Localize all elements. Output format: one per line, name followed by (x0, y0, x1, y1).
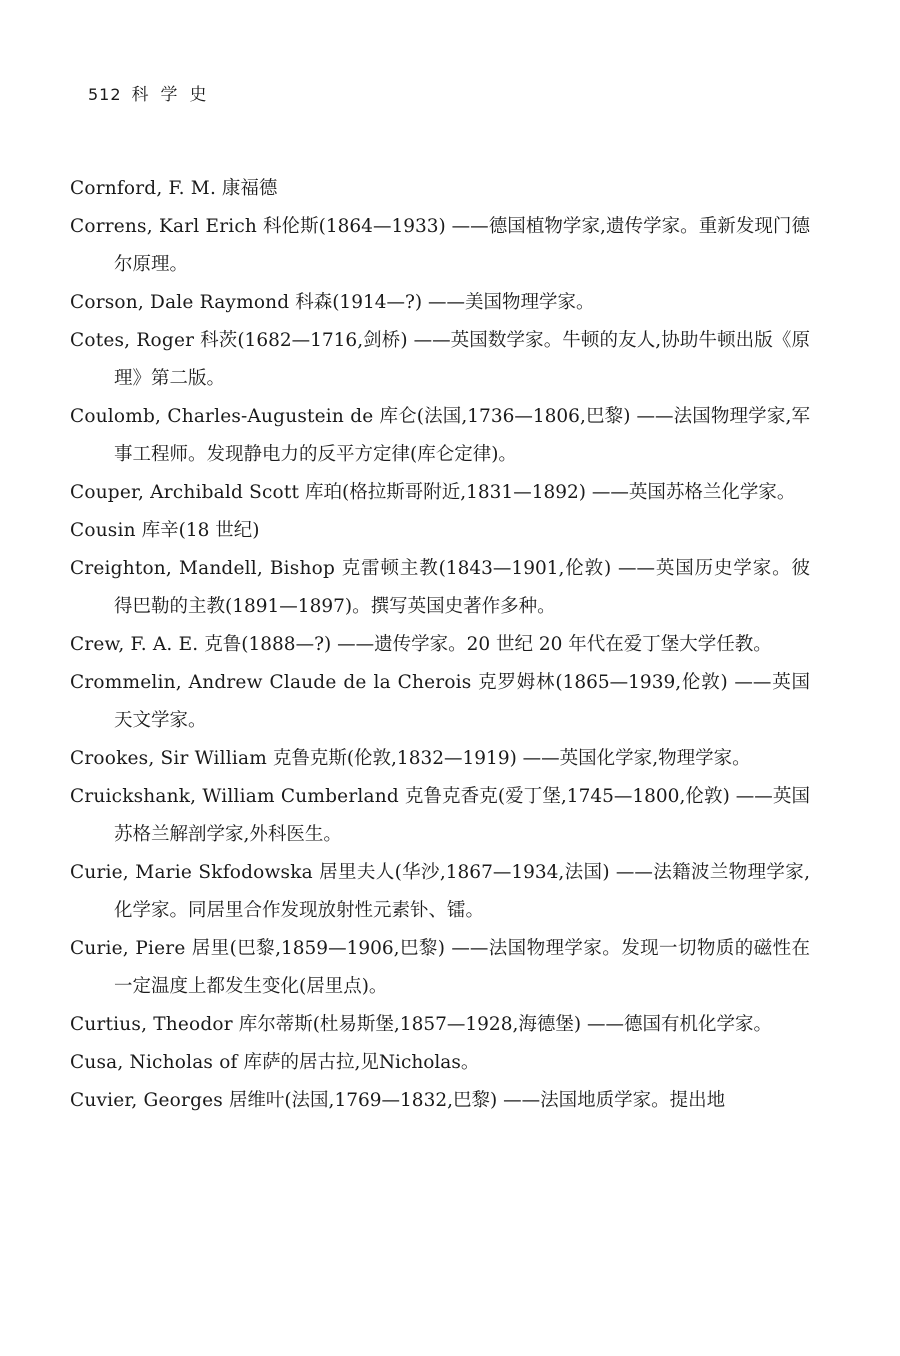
entry-name: Creighton, Mandell, Bishop (70, 558, 335, 579)
glossary-entry (70, 398, 810, 474)
glossary-entry (70, 474, 810, 512)
glossary-entry (70, 322, 810, 398)
entry-text: 居维叶(法国,1769—1832,巴黎) ——法国地质学家。提出地 (228, 1090, 726, 1111)
entry-text: 克雷顿主教(1843—1901,伦敦) ——英国历史学家。彼得巴勒的主教(1891—1897)。撰写英国史著作多种。 (114, 558, 810, 617)
entry-text: 库萨的居古拉,见Nicholas。 (243, 1052, 480, 1073)
glossary-entry (70, 930, 810, 1006)
entry-name: Curie, Marie Skfodowska (70, 862, 313, 883)
entry-name: Coulomb, Charles-Augustein de (70, 406, 374, 427)
entry-name: Cuvier, Georges (70, 1090, 223, 1111)
entry-name: Cousin (70, 520, 136, 541)
page-number: 512 (88, 85, 122, 104)
entry-text: 克鲁克香克(爱丁堡,1745—1800,伦敦) ——英国苏格兰解剖学家,外科医生。 (114, 786, 810, 845)
entry-text: 科伦斯(1864—1933) ——德国植物学家,遗传学家。重新发现门德尔原理。 (114, 216, 810, 275)
entry-name: Curie, Piere (70, 938, 186, 959)
entry-text: 克鲁克斯(伦敦,1832—1919) ——英国化学家,物理学家。 (272, 748, 751, 769)
glossary-entry (70, 1044, 810, 1082)
entry-text: 库辛(18 世纪) (141, 520, 260, 541)
entry-text: 科茨(1682—1716,剑桥) ——英国数学家。牛顿的友人,协助牛顿出版《原理》第二版。 (114, 330, 810, 389)
entry-text: 康福德 (221, 178, 278, 199)
entry-name: Cotes, Roger (70, 330, 195, 351)
glossary-entry (70, 512, 810, 550)
glossary-entry (70, 740, 810, 778)
entry-name: Crew, F. A. E. (70, 634, 199, 655)
glossary-entry (70, 170, 810, 208)
glossary-entry (70, 550, 810, 626)
glossary-entry (70, 778, 810, 854)
entry-name: Crookes, Sir William (70, 748, 267, 769)
running-header (88, 80, 219, 105)
glossary-entry (70, 664, 810, 740)
book-title: 科学史 (131, 85, 219, 105)
entry-text: 居里夫人(华沙,1867—1934,法国) ——法籍波兰物理学家,化学家。同居里合作发现放射性元素钋、镭。 (114, 862, 810, 921)
entry-text: 克鲁(1888—?) ——遗传学家。20 世纪 20 年代在爱丁堡大学任教。 (204, 634, 772, 655)
entry-text: 克罗姆林(1865—1939,伦敦) ——英国天文学家。 (114, 672, 810, 731)
entry-text: 库尔蒂斯(杜易斯堡,1857—1928,海德堡) ——德国有机化学家。 (238, 1014, 772, 1035)
glossary-entry (70, 854, 810, 930)
entry-name: Corson, Dale Raymond (70, 292, 290, 313)
entry-name: Correns, Karl Erich (70, 216, 258, 237)
glossary-entry (70, 626, 810, 664)
entry-text: 库仑(法国,1736—1806,巴黎) ——法国物理学家,军事工程师。发现静电力的反平方定律(库仑定律)。 (114, 406, 810, 465)
entry-text: 居里(巴黎,1859—1906,巴黎) ——法国物理学家。发现一切物质的磁性在一定温度上都发生变化(居里点)。 (114, 938, 810, 997)
glossary-entry (70, 1082, 810, 1120)
entry-name: Cruickshank, William Cumberland (70, 786, 399, 807)
entry-text: 科森(1914—?) ——美国物理学家。 (295, 292, 595, 313)
entry-name: Cornford, F. M. (70, 178, 217, 199)
entry-text: 库珀(格拉斯哥附近,1831—1892) ——英国苏格兰化学家。 (305, 482, 796, 503)
entry-name: Curtius, Theodor (70, 1014, 233, 1035)
entry-name: Crommelin, Andrew Claude de la Cherois (70, 672, 472, 693)
entry-name: Cusa, Nicholas of (70, 1052, 238, 1073)
glossary-entry (70, 284, 810, 322)
glossary-entry (70, 1006, 810, 1044)
glossary-entries (70, 170, 810, 1120)
entry-name: Couper, Archibald Scott (70, 482, 300, 503)
glossary-entry (70, 208, 810, 284)
